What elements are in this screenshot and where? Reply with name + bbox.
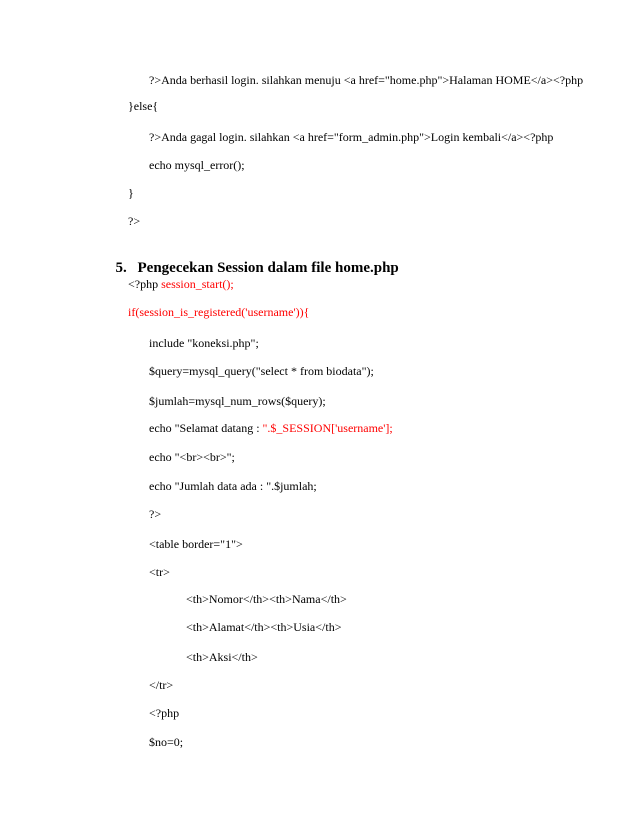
code-line: ?>	[128, 214, 141, 228]
code-line: echo "Jumlah data ada : ".$jumlah;	[149, 479, 317, 493]
code-token: echo "Selamat datang :	[149, 421, 263, 435]
section-title: Pengecekan Session dalam file home.php	[137, 260, 399, 276]
code-line: include "koneksi.php";	[149, 336, 259, 350]
section-heading	[108, 241, 399, 277]
code-token: <?php	[128, 277, 162, 291]
code-line: }	[128, 186, 134, 200]
code-line	[128, 277, 234, 291]
code-line: ?>Anda gagal login. silahkan <a href="form_admin.php">Login kembali</a><?php	[149, 130, 554, 144]
code-line	[149, 421, 393, 435]
code-token-highlight: session_start();	[161, 277, 234, 291]
code-line: }else{	[128, 99, 159, 113]
code-line: $query=mysql_query("select * from biodata");	[149, 364, 374, 378]
code-line-highlight: if(session_is_registered('username')){	[128, 305, 310, 319]
code-line: ?>Anda berhasil login. silahkan menuju <a href="home.php">Halaman HOME</a><?php	[149, 73, 584, 87]
code-line: <th>Aksi</th>	[186, 650, 258, 664]
code-line: $jumlah=mysql_num_rows($query);	[149, 394, 326, 408]
code-line: $no=0;	[149, 735, 184, 749]
code-line: <?php	[149, 706, 180, 720]
code-line: <th>Alamat</th><th>Usia</th>	[186, 620, 342, 634]
code-line: <table border="1">	[149, 537, 243, 551]
code-token-highlight: ".$_SESSION['username'];	[262, 421, 393, 435]
code-line: <tr>	[149, 565, 170, 579]
section-number: 5.	[115, 260, 127, 276]
code-line: <th>Nomor</th><th>Nama</th>	[186, 592, 347, 606]
code-line: echo mysql_error();	[149, 158, 245, 172]
code-line: </tr>	[149, 678, 174, 692]
code-line: echo "<br><br>";	[149, 450, 235, 464]
code-line: ?>	[149, 507, 162, 521]
